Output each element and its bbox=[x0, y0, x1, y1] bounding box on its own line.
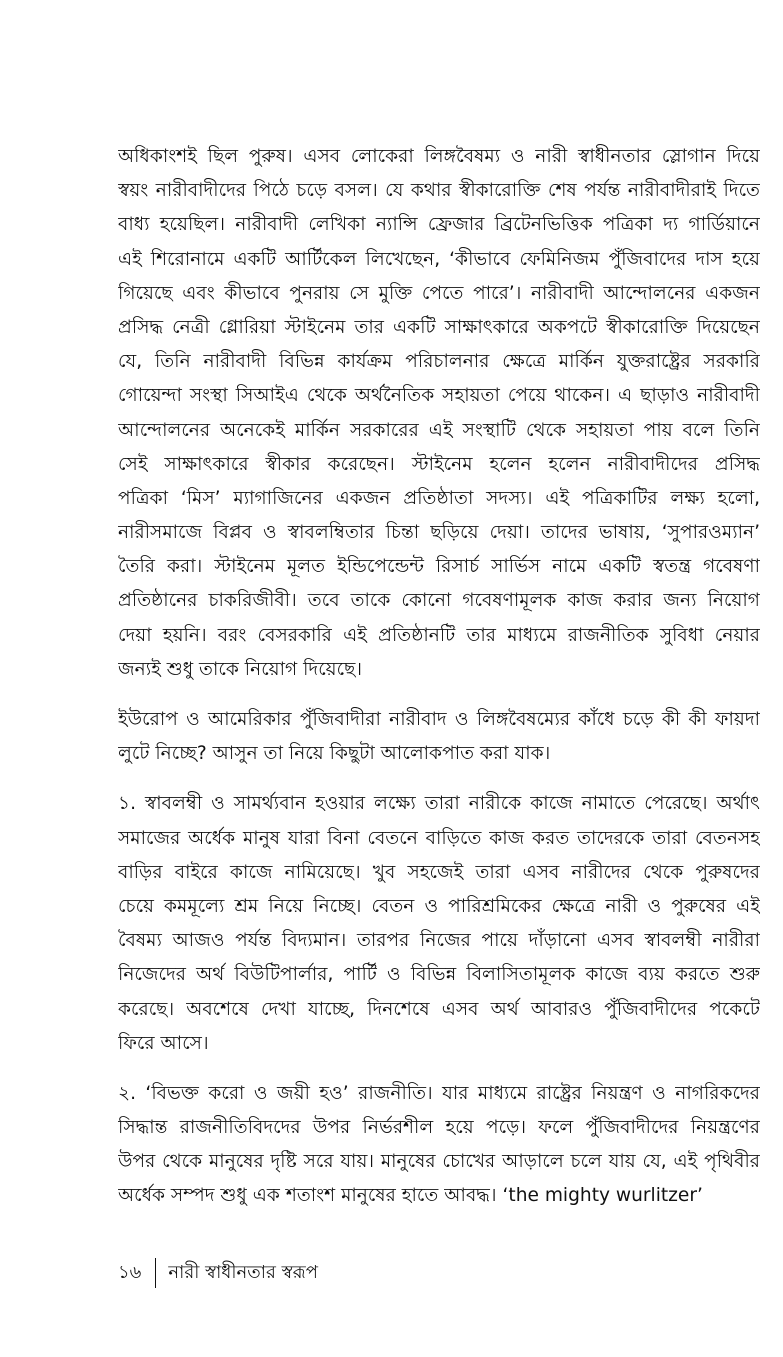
text-line: ২. ‘বিভক্ত করো ও জয়ী হও’ রাজনীতি। যার মাধ্যমে রাষ্ট্রের নিয়ন্ত্রণ ও নাগরিকদের bbox=[118, 1082, 760, 1104]
text-line: উপর থেকে মানুষের দৃষ্টি সরে যায়। মানুষের চোখের আড়ালে চলে যায় যে, এই পৃথিবীর bbox=[118, 1151, 760, 1173]
paragraph bbox=[118, 787, 760, 1061]
text-line: ইউরোপ ও আমেরিকার পুঁজিবাদীরা নারীবাদ ও লিঙ্গবৈষম্যের কাঁধে চড়ে কী কী ফায়দা bbox=[118, 709, 760, 730]
page-footer bbox=[118, 1258, 318, 1288]
text-line: সিদ্ধান্ত রাজনীতিবিদদের উপর নির্ভরশীল হয়ে পড়ে। ফলে পুঁজিবাদীদের নিয়ন্ত্রণের bbox=[118, 1117, 760, 1139]
text-line: দেয়া হয়নি। বরং বেসরকারি এই প্রতিষ্ঠানটি তার মাধ্যমে রাজনীতিক সুবিধা নেয়ার bbox=[118, 624, 760, 646]
text-line: সমাজের অর্ধেক মানুষ যারা বিনা বেতনে বাড়িতে কাজ করত তাদেরকে তারা বেতনসহ bbox=[118, 827, 760, 849]
paragraph bbox=[118, 140, 760, 687]
text-line: বাধ্য হয়েছিল। নারীবাদী লেখিকা ন্যান্সি ফ্রেজার ব্রিটেনভিত্তিক পত্রিকা দ্য গার্ডিয়ানে bbox=[118, 214, 760, 236]
text-line: যে, তিনি নারীবাদী বিভিন্ন কার্যক্রম পরিচালনার ক্ষেত্রে মার্কিন যুক্তরাষ্ট্রের সরকারি bbox=[118, 351, 760, 373]
text-line: আন্দোলনের অনেকেই মার্কিন সরকারের এই সংস্থাটি থেকে সহায়তা পায় বলে তিনি bbox=[118, 419, 760, 441]
text-line: নিজেদের অর্থ বিউটিপার্লার, পার্টি ও বিভিন্ন বিলাসিতামূলক কাজে ব্যয় করতে শুরু bbox=[118, 964, 760, 986]
text-line: প্রসিদ্ধ নেত্রী গ্লোরিয়া স্টাইনেম তার একটি সাক্ষাৎকারে অকপটে স্বীকারোক্তি দিয়েছেন bbox=[118, 316, 760, 338]
text-line: সেই সাক্ষাৎকারে স্বীকার করেছেন। স্টাইনেম হলেন হলেন নারীবাদীদের প্রসিদ্ধ bbox=[118, 453, 760, 475]
paragraph bbox=[118, 703, 760, 771]
text-line: নারীসমাজে বিপ্লব ও স্বাবলম্বিতার চিন্তা ছড়িয়ে দেয়া। তাদের ভাষায়, ‘সুপারওম্যান’ bbox=[118, 522, 760, 544]
text-line: এই শিরোনামে একটি আর্টিকেল লিখেছেন, ‘কীভাবে ফেমিনিজম পুঁজিবাদের দাস হয়ে bbox=[118, 248, 760, 270]
text-line: ১. স্বাবলম্বী ও সামর্থ্যবান হওয়ার লক্ষ্যে তারা নারীকে কাজে নামাতে পেরেছে। অর্থাৎ bbox=[118, 793, 760, 815]
text-line: বৈষম্য আজও পর্যন্ত বিদ্যমান। তারপর নিজের পায়ে দাঁড়ানো এসব স্বাবলম্বী নারীরা bbox=[118, 930, 760, 952]
text-line: বাড়ির বাইরে কাজে নামিয়েছে। খুব সহজেই তারা এসব নারীদের থেকে পুরুষদের bbox=[118, 861, 760, 883]
text-line: করেছে। অবশেষে দেখা যাচ্ছে, দিনশেষে এসব অর্থ আবারও পুঁজিবাদীদের পকেটে bbox=[118, 998, 760, 1020]
text-line: প্রতিষ্ঠানের চাকরিজীবী। তবে তাকে কোনো গবেষণামূলক কাজ করার জন্য নিয়োগ bbox=[118, 590, 760, 612]
text-line: ফিরে আসে। bbox=[118, 1032, 209, 1054]
text-line: অধিকাংশই ছিল পুরুষ। এসব লোকেরা লিঙ্গবৈষম্য ও নারী স্বাধীনতার স্লোগান দিয়ে bbox=[118, 146, 760, 167]
page-number: ১৬ bbox=[118, 1261, 142, 1283]
text-line: তৈরি করা। স্টাইনেম মূলত ইন্ডিপেন্ডেন্ট রিসার্চ সার্ভিস নামে একটি স্বতন্ত্র গবেষণা bbox=[118, 556, 760, 578]
text-line: গিয়েছে এবং কীভাবে পুনরায় সে মুক্তি পেতে পারে’। নারীবাদী আন্দোলনের একজন bbox=[118, 282, 760, 304]
text-line: পত্রিকা ‘মিস’ ম্যাগাজিনের একজন প্রতিষ্ঠাতা সদস্য। এই পত্রিকাটির লক্ষ্য হলো, bbox=[118, 487, 760, 509]
body-text bbox=[118, 140, 760, 1230]
text-line: জন্যই শুধু তাকে নিয়োগ দিয়েছে। bbox=[118, 658, 363, 680]
footer-divider bbox=[155, 1258, 156, 1288]
running-title: নারী স্বাধীনতার স্বরূপ bbox=[168, 1261, 318, 1283]
text-line: চেয়ে কমমূল্যে শ্রম নিয়ে নিচ্ছে। বেতন ও পারিশ্রমিকের ক্ষেত্রে নারী ও পুরুষের এই bbox=[118, 895, 760, 917]
text-line: স্বয়ং নারীবাদীদের পিঠে চড়ে বসল। যে কথার স্বীকারোক্তি শেষ পর্যন্ত নারীবাদীরাই দিতে bbox=[118, 180, 760, 202]
text-line: লুটে নিচ্ছে? আসুন তা নিয়ে কিছুটা আলোকপাত করা যাক। bbox=[118, 743, 551, 765]
paragraph bbox=[118, 1077, 760, 1214]
text-line: গোয়েন্দা সংস্থা সিআইএ থেকে অর্থনৈতিক সহায়তা পেয়ে থাকেন। এ ছাড়াও নারীবাদী bbox=[118, 385, 760, 407]
text-line: অর্ধেক সম্পদ শুধু এক শতাংশ মানুষের হাতে আবদ্ধ। ‘the mighty wurlitzer’ bbox=[118, 1185, 703, 1207]
